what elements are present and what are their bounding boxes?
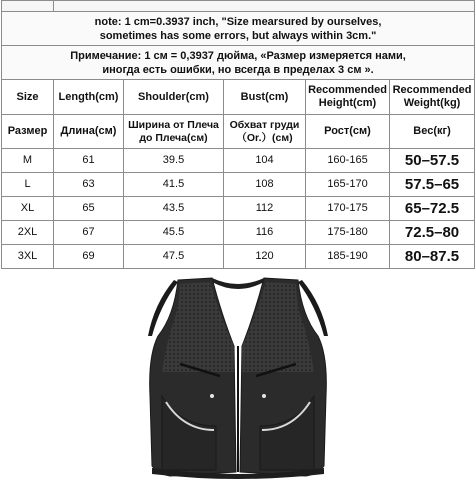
header-ru-size: Размер [2,115,54,149]
cell-size: 2XL [2,221,54,245]
table-row [2,173,475,197]
cell-shoulder: 39.5 [124,149,224,173]
cell-length: 65 [54,197,124,221]
cell-length: 61 [54,149,124,173]
header-ru-shoulder-line-1: Ширина от Плеча [128,118,219,131]
vest-mesh-left [162,282,234,372]
cell-weight: 57.5–65 [390,173,475,197]
cell-shoulder: 43.5 [124,197,224,221]
cell-weight: 65–72.5 [390,197,475,221]
header-ru-bust [224,115,306,149]
header-ru-weight: Вес(кг) [390,115,475,149]
vest-snap-left [210,394,214,398]
spacer-row [2,1,475,12]
cell-size: L [2,173,54,197]
cell-height: 175-180 [306,221,390,245]
table-row [2,197,475,221]
cell-bust: 116 [224,221,306,245]
cell-size: XL [2,197,54,221]
header-ru-height: Рост(см) [306,115,390,149]
header-ru-bust-line-2: （Or.）(см) [236,131,293,144]
size-chart-table [1,0,475,269]
header-height-line-2: Height(cm) [318,97,377,109]
cell-weight: 50–57.5 [390,149,475,173]
header-ru-bust-line-1: Обхват груди [229,118,300,131]
header-ru-shoulder-line-2: до Плеча(см) [139,131,208,144]
header-weight-line-2: Weight(kg) [403,97,461,109]
header-row-russian [2,115,475,149]
vest-mesh-right [242,282,314,372]
vest-back-neck [212,278,264,289]
cell-height: 160-165 [306,149,390,173]
cell-bust: 112 [224,197,306,221]
header-shoulder: Shoulder(cm) [124,80,224,115]
header-bust: Bust(cm) [224,80,306,115]
header-length: Length(cm) [54,80,124,115]
cell-size: M [2,149,54,173]
cell-size: 3XL [2,245,54,269]
note-row-english [2,12,475,46]
product-image-area [0,262,475,488]
cell-bust: 108 [224,173,306,197]
note-russian-line-1: Примечание: 1 см = 0,3937 дюйма, «Размер измеряется нами, [70,49,406,62]
cell-height: 185-190 [306,245,390,269]
cell-shoulder: 41.5 [124,173,224,197]
header-row-english [2,80,475,115]
note-english-line-2: sometimes has some errors, but always within 3cm." [99,29,377,42]
note-english-line-1: note: 1 cm=0.3937 inch, "Size mearsured by ourselves, [94,15,382,28]
cell-length: 69 [54,245,124,269]
header-weight [390,80,475,115]
vest-snap-right [262,394,266,398]
cell-shoulder: 47.5 [124,245,224,269]
cell-shoulder: 45.5 [124,221,224,245]
cell-height: 165-170 [306,173,390,197]
cell-weight: 80–87.5 [390,245,475,269]
cell-height: 170-175 [306,197,390,221]
note-row-russian [2,46,475,80]
note-english [2,12,475,46]
vest-image [140,276,336,482]
cell-bust: 120 [224,245,306,269]
cell-weight: 72.5–80 [390,221,475,245]
header-ru-length: Длина(см) [54,115,124,149]
cell-bust: 104 [224,149,306,173]
header-size: Size [2,80,54,115]
header-weight-line-1: Recommended [392,84,472,96]
cell-length: 63 [54,173,124,197]
cell-length: 67 [54,221,124,245]
header-height-line-1: Recommended [308,84,387,96]
table-row [2,149,475,173]
header-ru-shoulder [124,115,224,149]
header-height [306,80,390,115]
note-russian-line-2: иногда есть ошибки, но всегда в пределах 3 см ». [102,63,374,76]
note-russian [2,46,475,80]
table-row [2,221,475,245]
